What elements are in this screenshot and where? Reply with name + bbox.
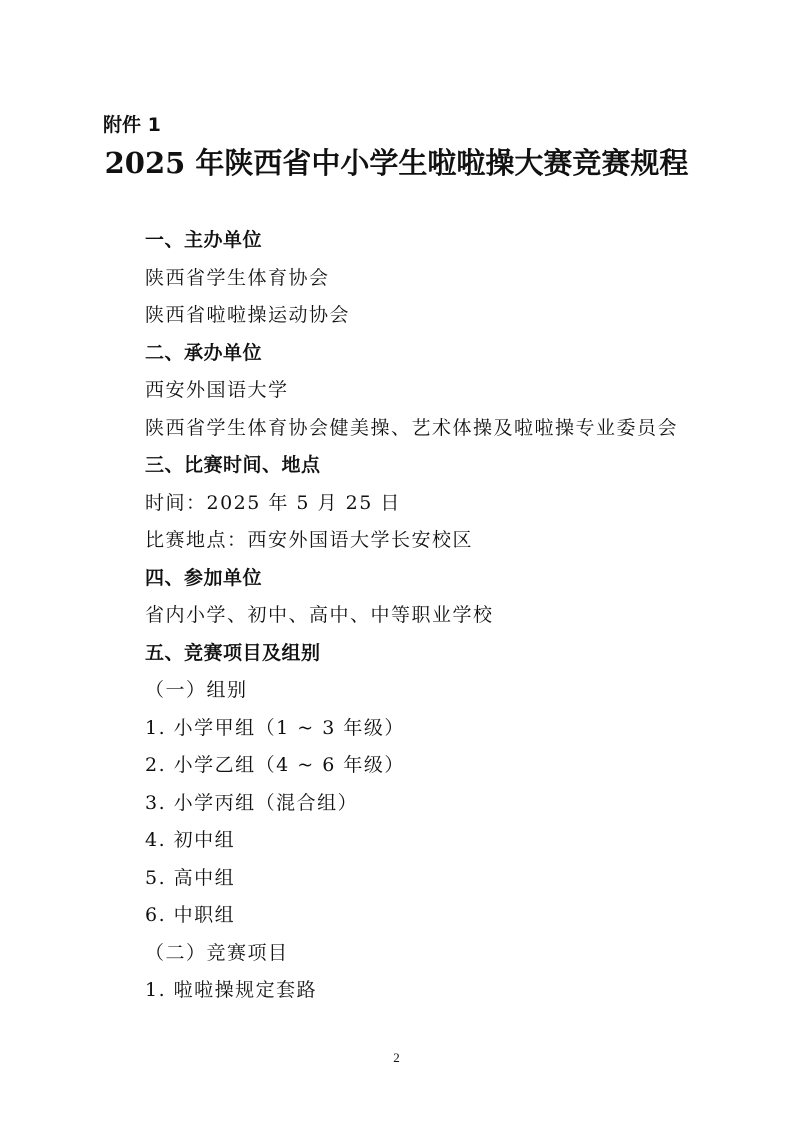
document-title: 2025 年陕西省中小学生啦啦操大赛竞赛规程: [104, 146, 689, 180]
section-heading-events: 五、竞赛项目及组别: [145, 641, 321, 664]
section-heading-participants: 四、参加单位: [145, 566, 263, 589]
section-heading-time-place: 三、比赛时间、地点: [145, 454, 321, 476]
group-item: 5. 高中组: [145, 866, 236, 889]
time-line: 时间：2025 年 5 月 25 日: [145, 491, 401, 514]
group-item: 6. 中职组: [145, 904, 236, 926]
organizer-line: 陕西省学生体育协会: [145, 266, 330, 289]
group-item: 3. 小学丙组（混合组）: [145, 791, 359, 814]
host-line: 陕西省学生体育协会健美操、艺术体操及啦啦操专业委员会: [145, 416, 679, 439]
participants-line: 省内小学、初中、高中、中等职业学校: [145, 604, 494, 626]
host-line: 西安外国语大学: [145, 379, 289, 401]
attachment-label: 附件 1: [103, 114, 161, 136]
groups-subheading: （一）组别: [145, 679, 248, 701]
group-item: 2. 小学乙组（4 ~ 6 年级）: [145, 754, 405, 776]
event-item: 1. 啦啦操规定套路: [145, 979, 318, 1001]
document-body: [145, 222, 745, 1010]
page-number: 2: [393, 1050, 400, 1065]
group-item: 4. 初中组: [145, 829, 236, 851]
group-item: 1. 小学甲组（1 ~ 3 年级）: [145, 716, 405, 739]
place-line: 比赛地点：西安外国语大学长安校区: [145, 529, 474, 551]
organizer-line: 陕西省啦啦操运动协会: [145, 304, 351, 326]
items-subheading: （二）竞赛项目: [145, 941, 289, 964]
section-heading-organizer: 一、主办单位: [145, 229, 263, 251]
section-heading-host: 二、承办单位: [145, 341, 263, 364]
